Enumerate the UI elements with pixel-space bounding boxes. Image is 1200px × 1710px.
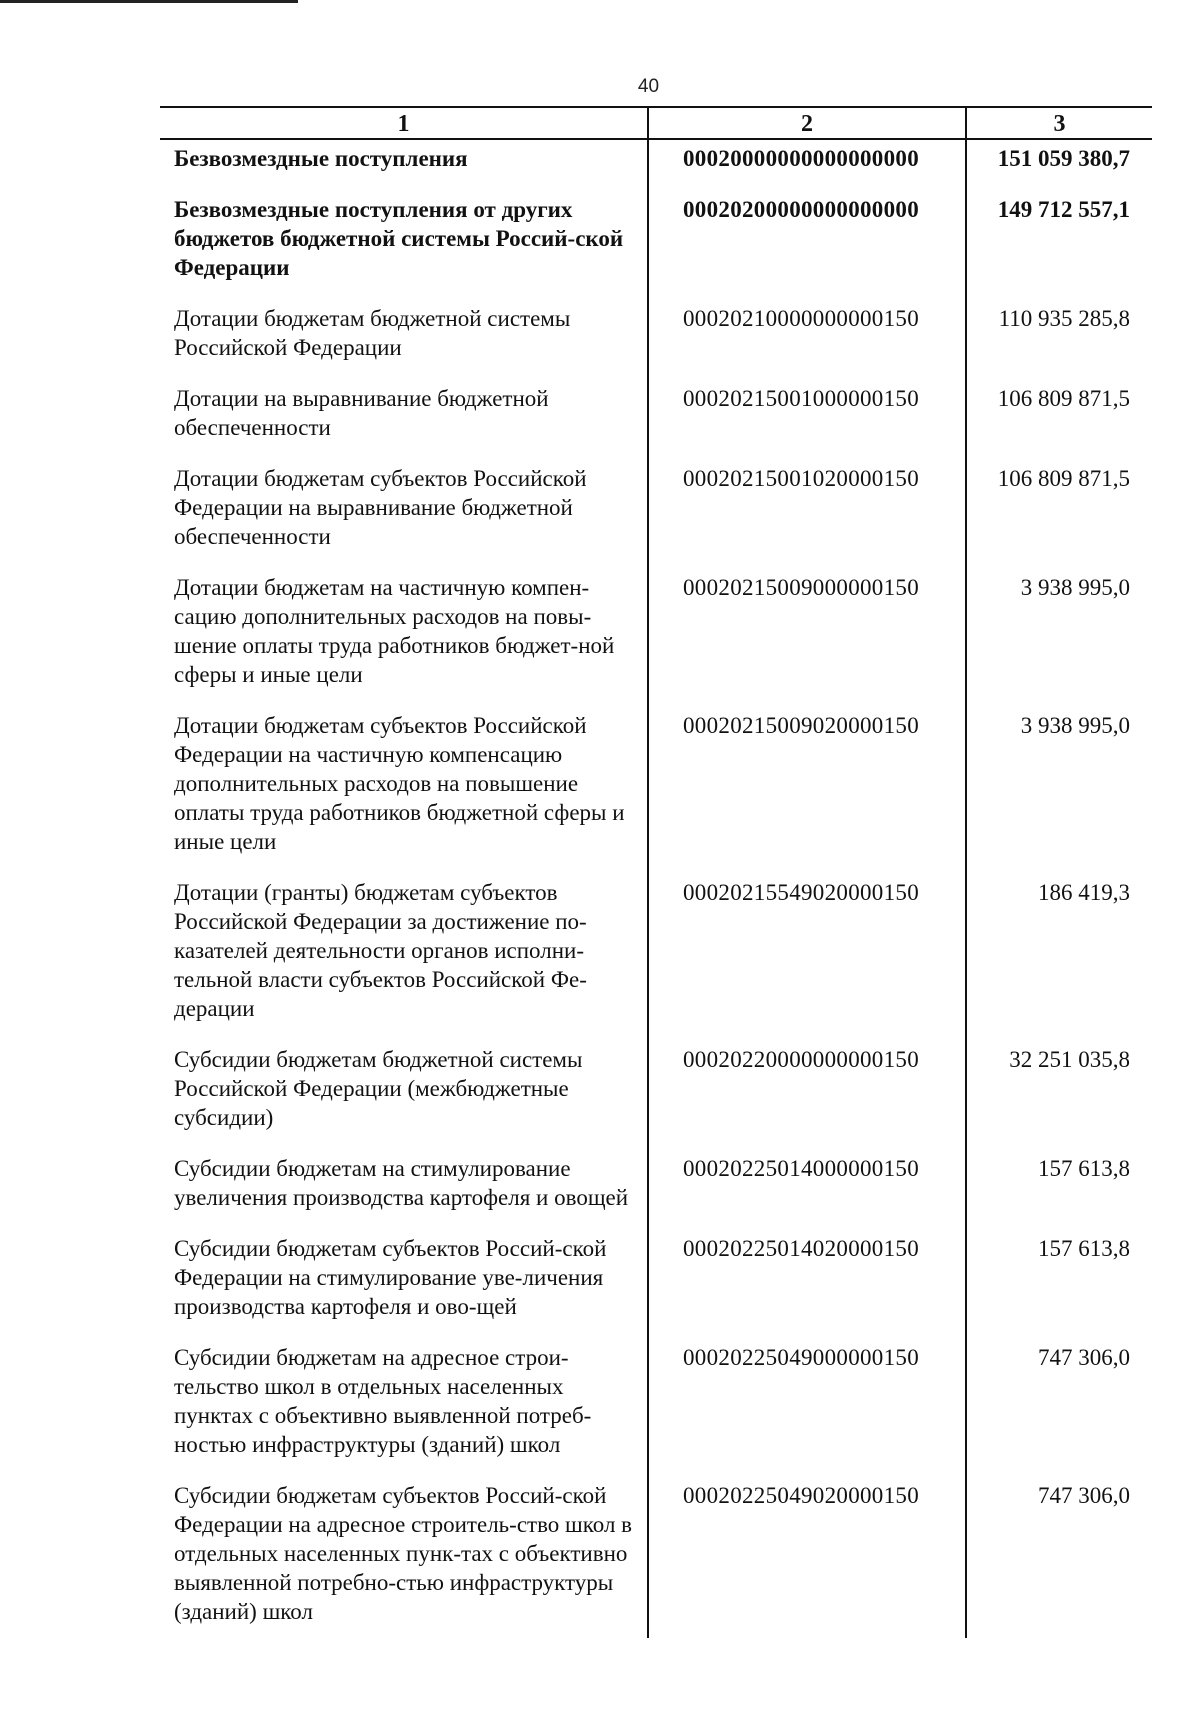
table-row — [160, 1035, 1152, 1144]
table-row — [160, 139, 1152, 185]
table-row — [160, 563, 1152, 701]
table-row — [160, 701, 1152, 868]
row-amount-cell: 3 938 995,0 — [966, 563, 1152, 701]
table-row — [160, 454, 1152, 563]
row-name-cell: Субсидии бюджетам субъектов Россий-ской Федерации на стимулирование уве-личения производства картофеля и ово-щей — [174, 1236, 607, 1319]
row-code-cell: 00020210000000000150 — [648, 294, 966, 374]
table-row — [160, 868, 1152, 1035]
table-row — [160, 1471, 1152, 1638]
row-code-cell: 00020000000000000000 — [648, 139, 966, 185]
row-code-cell: 00020215009000000150 — [648, 563, 966, 701]
row-name-cell: Безвозмездные поступления — [174, 146, 468, 171]
row-amount-cell: 157 613,8 — [966, 1144, 1152, 1224]
row-amount-cell: 186 419,3 — [966, 868, 1152, 1035]
table-row — [160, 185, 1152, 294]
row-amount-cell: 32 251 035,8 — [966, 1035, 1152, 1144]
row-amount-cell: 151 059 380,7 — [966, 139, 1152, 185]
table-row — [160, 1144, 1152, 1224]
header-col-1: 1 — [160, 107, 648, 139]
row-name-cell: Дотации бюджетам на частичную компен-сацию дополнительных расходов на повы-шение оплаты труда работников бюджет-ной сферы и иные цели — [174, 575, 615, 687]
row-code-cell: 00020215009020000150 — [648, 701, 966, 868]
row-amount-cell: 747 306,0 — [966, 1333, 1152, 1471]
row-code-cell: 00020225014020000150 — [648, 1224, 966, 1333]
header-row — [160, 107, 1152, 139]
row-amount-cell: 110 935 285,8 — [966, 294, 1152, 374]
row-amount-cell: 747 306,0 — [966, 1471, 1152, 1638]
row-name-cell: Дотации бюджетам субъектов Российской Федерации на выравнивание бюджетной обеспеченности — [174, 466, 587, 549]
row-name-cell: Дотации бюджетам субъектов Российской Федерации на частичную компенсацию дополнительных расходов на повышение оплаты труда работников бюджетной сферы и иные цели — [174, 713, 625, 854]
row-amount-cell: 3 938 995,0 — [966, 701, 1152, 868]
row-name-cell: Субсидии бюджетам на стимулирование увеличения производства картофеля и овощей — [174, 1156, 629, 1210]
row-amount-cell: 106 809 871,5 — [966, 374, 1152, 454]
table-row — [160, 294, 1152, 374]
table-row — [160, 374, 1152, 454]
row-code-cell: 00020215001020000150 — [648, 454, 966, 563]
row-code-cell: 00020225049000000150 — [648, 1333, 966, 1471]
row-code-cell: 00020220000000000150 — [648, 1035, 966, 1144]
row-name-cell: Субсидии бюджетам субъектов Россий-ской Федерации на адресное строитель-ство школ в отдельных населенных пунк-тах с объективно выявленной потребно-стью инфраструктуры (зданий) школ — [174, 1483, 633, 1624]
table-row — [160, 1224, 1152, 1333]
row-code-cell: 00020215001000000150 — [648, 374, 966, 454]
row-amount-cell: 106 809 871,5 — [966, 454, 1152, 563]
row-name-cell: Безвозмездные поступления от других бюджетов бюджетной системы Россий-ской Федерации — [174, 197, 624, 280]
row-amount-cell: 149 712 557,1 — [966, 185, 1152, 294]
budget-revenue-table — [160, 106, 1152, 1638]
table-body — [160, 139, 1152, 1638]
row-name-cell: Субсидии бюджетам бюджетной системы Российской Федерации (межбюджетные субсидии) — [174, 1047, 583, 1130]
row-name-cell: Дотации бюджетам бюджетной системы Российской Федерации — [174, 306, 571, 360]
row-name-cell: Дотации на выравнивание бюджетной обеспеченности — [174, 386, 549, 440]
row-code-cell: 00020200000000000000 — [648, 185, 966, 294]
row-code-cell: 00020215549020000150 — [648, 868, 966, 1035]
row-amount-cell: 157 613,8 — [966, 1224, 1152, 1333]
row-code-cell: 00020225014000000150 — [648, 1144, 966, 1224]
page-number: 40 — [637, 76, 660, 97]
header-col-3: 3 — [966, 107, 1152, 139]
header-col-2: 2 — [648, 107, 966, 139]
row-code-cell: 00020225049020000150 — [648, 1471, 966, 1638]
table-row — [160, 1333, 1152, 1471]
row-name-cell: Субсидии бюджетам на адресное строи-тельство школ в отдельных населенных пунктах с объективно выявленной потреб-ностью инфраструктуры (зданий) школ — [174, 1345, 592, 1457]
scan-edge-mark — [0, 0, 298, 3]
row-name-cell: Дотации (гранты) бюджетам субъектов Российской Федерации за достижение по-казателей деятельности органов исполни-тельной власти субъектов Российской Фе-дерации — [174, 880, 587, 1021]
